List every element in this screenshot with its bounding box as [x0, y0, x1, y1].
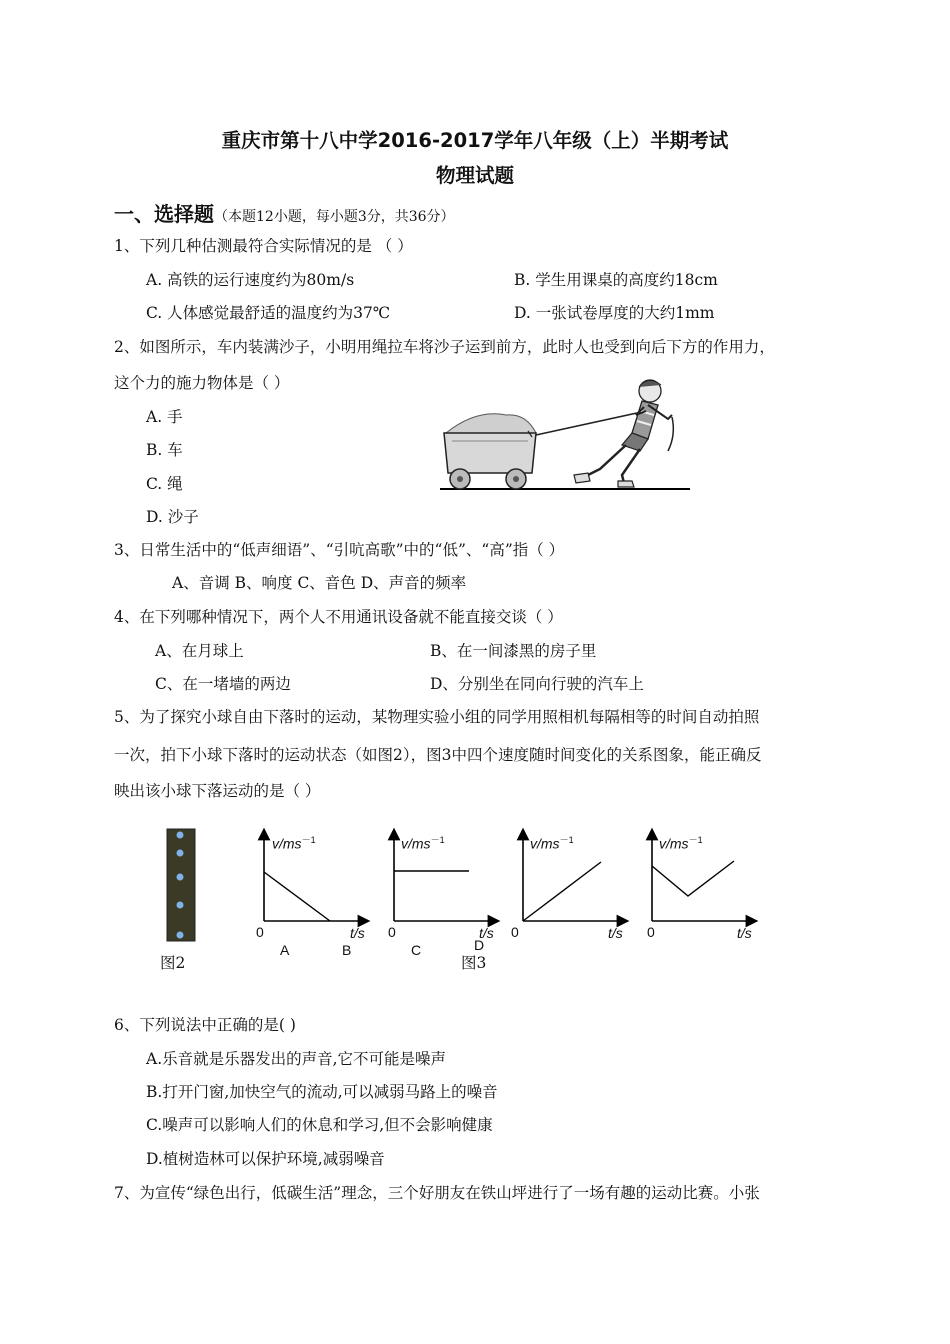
- cart-boy-illustration: [436, 375, 696, 495]
- ball-image: [177, 874, 184, 881]
- q6-option-d: D.植树造林可以保护环境,减弱噪音: [146, 1150, 385, 1168]
- velocity-line: [652, 861, 734, 896]
- graph-c-ylabel: $v/ms^{-1}$: [530, 835, 574, 852]
- ball-image: [177, 932, 184, 939]
- q2-stem-line2: 这个力的施力物体是（ ）: [114, 374, 290, 392]
- graph-letter-c: C: [411, 942, 422, 958]
- graph-a-ylabel: $v/ms^{-1}$: [272, 835, 316, 852]
- q2-option-d: D. 沙子: [146, 508, 199, 526]
- strobe-photo: [167, 829, 195, 941]
- q5-stem-line3: 映出该小球下落运动的是（ ）: [114, 782, 321, 800]
- q2-stem-line1: 2、如图所示，车内装满沙子，小明用绳拉车将沙子运到前方，此时人也受到向后下方的作用力，: [114, 338, 775, 356]
- q6-option-b: B.打开门窗,加快空气的流动,可以减弱马路上的噪音: [146, 1083, 498, 1101]
- q4-option-d: D、分别坐在同向行驶的汽车上: [430, 675, 644, 693]
- fig3-caption: 图3: [461, 954, 487, 972]
- q7-stem: 7、为宣传“绿色出行，低碳生活”理念，三个好朋友在铁山坪进行了一场有趣的运动比赛。小张: [114, 1184, 760, 1202]
- q3-options: A、音调 B、响度 C、音色 D、声音的频率: [172, 574, 467, 592]
- q6-option-c: C.噪声可以影响人们的休息和学习,但不会影响健康: [146, 1116, 493, 1134]
- velocity-line: [264, 872, 330, 921]
- section-title: 一、选择题: [114, 202, 214, 226]
- q4-stem: 4、在下列哪种情况下，两个人不用通讯设备就不能直接交谈（ ）: [114, 608, 563, 626]
- velocity-line: [523, 862, 601, 921]
- q5-stem-line1: 5、为了探究小球自由下落时的运动，某物理实验小组的同学用照相机每隔相等的时间自动拍照: [114, 708, 760, 726]
- q4-option-c: C、在一堵墙的两边: [155, 675, 291, 693]
- graph-c-origin: 0: [511, 924, 519, 940]
- section-heading: [114, 198, 455, 227]
- q3-stem: 3、日常生活中的“低声细语”、“引吭高歌”中的“低”、“高”指（ ）: [114, 541, 565, 559]
- q1-option-d: D. 一张试卷厚度的大约1mm: [514, 304, 715, 322]
- section-note: （本题12小题，每小题3分，共36分）: [214, 209, 455, 225]
- fig2-caption: 图2: [160, 954, 186, 972]
- graph-b-ylabel: $v/ms^{-1}$: [401, 835, 445, 852]
- ball-image: [177, 850, 184, 857]
- graph-b-xlabel: t/s: [479, 925, 494, 941]
- q6-stem: 6、下列说法中正确的是( ): [114, 1016, 296, 1034]
- graph-c-xlabel: t/s: [608, 925, 623, 941]
- page-subtitle: 物理试题: [435, 164, 514, 187]
- graph-b-origin: 0: [388, 924, 396, 940]
- q6-option-a: A.乐音就是乐器发出的声音,它不可能是噪声: [146, 1050, 447, 1068]
- ball-image: [177, 902, 184, 909]
- q2-option-b: B. 车: [146, 441, 183, 459]
- q5-stem-line2: 一次，拍下小球下落时的运动状态（如图2），图3中四个速度随时间变化的关系图象，能正确反: [114, 746, 762, 764]
- q4-option-b: B、在一间漆黑的房子里: [430, 642, 597, 660]
- q1-option-a: A. 高铁的运行速度约为80m/s: [146, 271, 355, 289]
- q1-option-c: C. 人体感觉最舒适的温度约为37℃: [146, 304, 391, 322]
- graph-a-xlabel: t/s: [350, 925, 365, 941]
- graph-letter-b: B: [342, 942, 352, 958]
- q2-option-a: A. 手: [146, 408, 183, 426]
- q1-stem: 1、下列几种估测最符合实际情况的是 （ ）: [114, 237, 413, 255]
- graph-a-origin: 0: [256, 924, 264, 940]
- graph-d-ylabel: $v/ms^{-1}$: [659, 835, 703, 852]
- ball-image: [177, 832, 184, 839]
- graph-d-xlabel: t/s: [737, 925, 752, 941]
- graph-letter-d: D: [474, 937, 485, 953]
- q2-option-c: C. 绳: [146, 475, 183, 493]
- q4-option-a: A、在月球上: [155, 642, 244, 660]
- graph-letter-a: A: [280, 942, 290, 958]
- graph-d-origin: 0: [647, 924, 655, 940]
- q1-option-b: B. 学生用课桌的高度约18cm: [514, 271, 718, 289]
- page-title: 重庆市第十八中学2016-2017学年八年级（上）半期考试: [221, 129, 729, 152]
